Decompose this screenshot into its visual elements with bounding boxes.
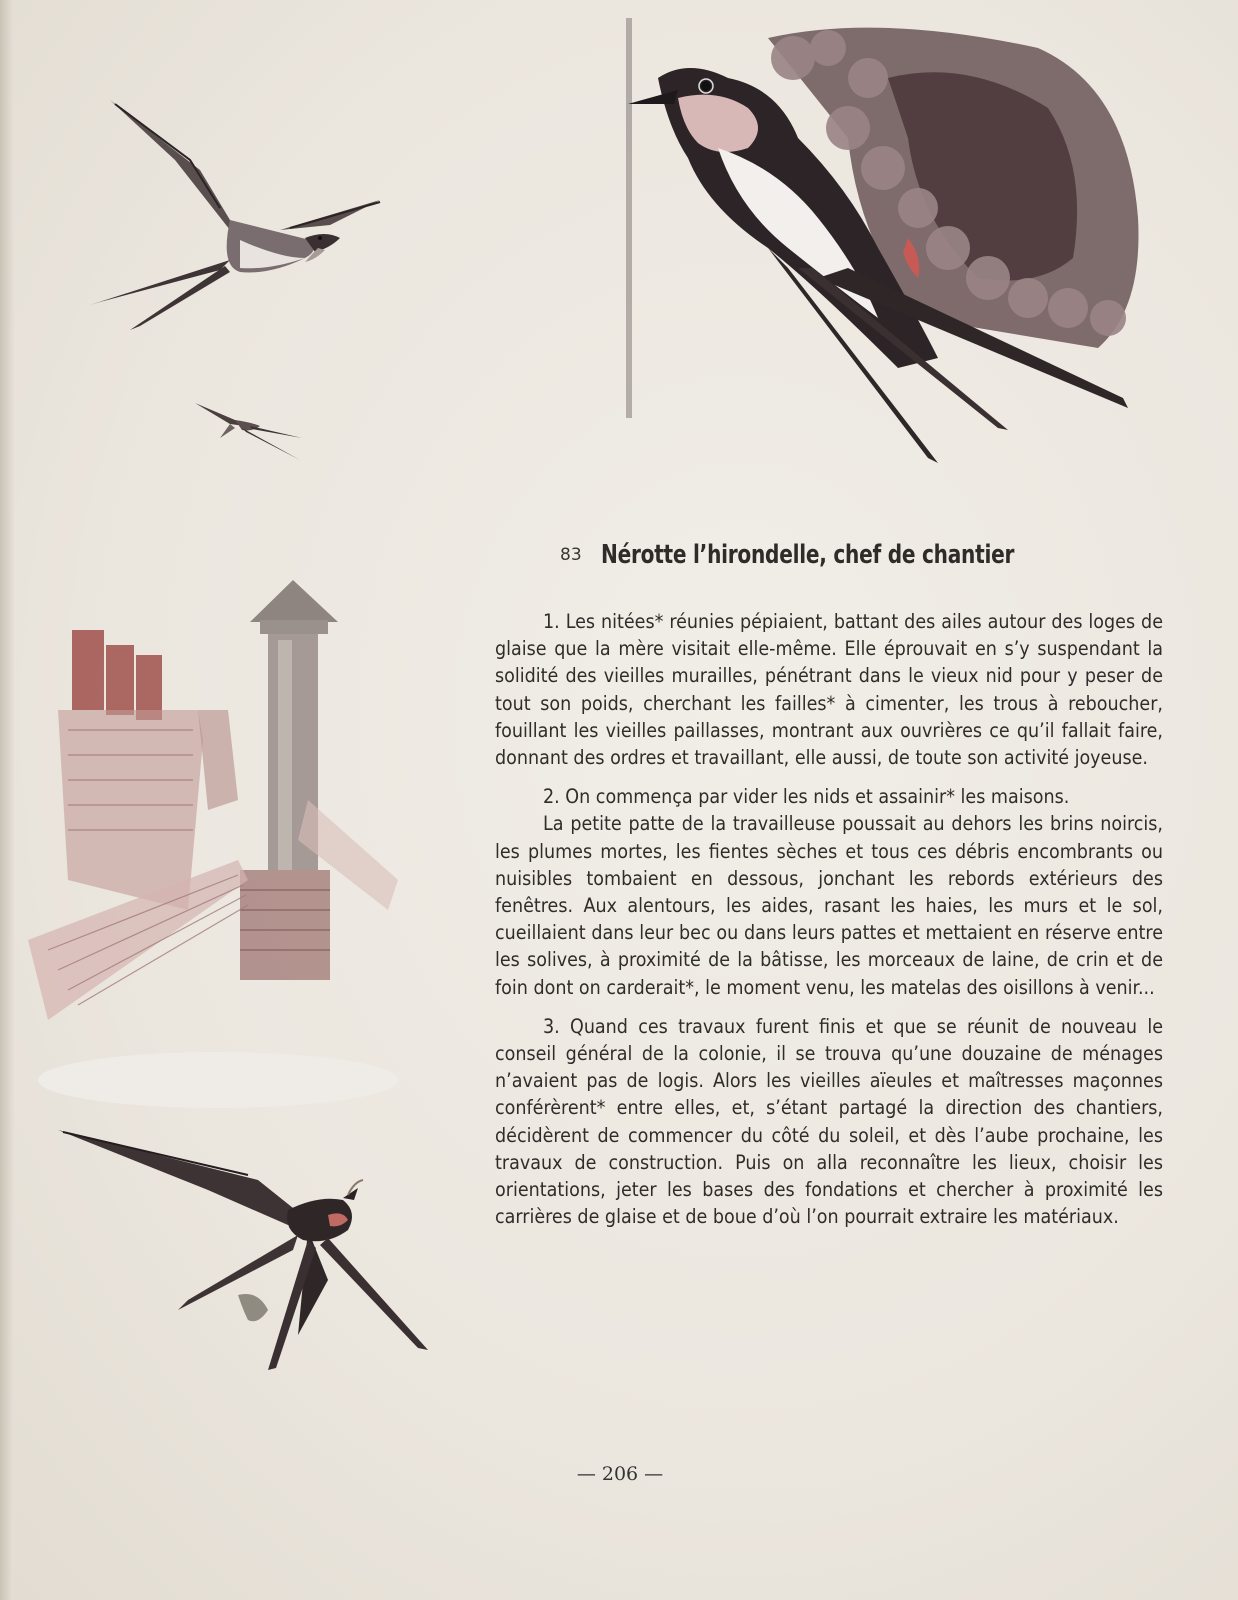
flying-swallow-illustration — [80, 90, 390, 340]
page-binding-edge — [0, 0, 14, 1600]
lesson-number: 83 — [560, 545, 582, 565]
lesson-body — [495, 608, 1163, 1230]
lesson-title: Nérotte l’hirondelle, chef de chantier — [600, 540, 1014, 570]
page-number: — 206 — — [576, 1463, 664, 1485]
swallow-at-nest-illustration — [618, 18, 1148, 498]
rooftop-chimneys-illustration — [28, 580, 408, 1110]
paragraph-2-continued: La petite patte de la travailleuse poussait au dehors les brins noircis, les plumes mortes, les fientes sèches et tous ces débris encombrants ou nuisibles tombaient en dessous, jonchant les rebords extérieurs des fenêtres. Aux alentours, les aides, rasant les haies, les murs et le sol, cueillaient dans leur bec ou dans leurs pattes et mettaient en réserve entre les solives, à proximité de la bâtisse, les morceaux de laine, de crin et de foin dont on carderait*, le moment venu, les matelas des oisillons à venir... — [495, 812, 1163, 999]
paragraph-2: 2. On commença par vider les nids et assainir* les maisons. — [543, 785, 1070, 809]
paragraph-3: 3. Quand ces travaux furent finis et que se réunit de nouveau le conseil général de la colonie, il se trouva qu’une douzaine de ménages n’avaient pas de logis. Alors les vieilles aïeules et maîtresses maçonnes conférèrent* entre elles, et, s’étant partagé la direction des chantiers, décidèrent de commencer du côté du soleil, et dès l’aube prochaine, les travaux de construction. Puis on alla reconnaître les lieux, choisir les orientations, jeter les bases des fondations et chercher à proximité les carrières de glaise et de boue d’où l’on pourrait extraire les matériaux. — [495, 1014, 1163, 1229]
lesson-heading — [560, 540, 1160, 580]
swallow-with-twig-illustration — [58, 1120, 438, 1390]
small-swallow-illustration — [190, 398, 310, 468]
paragraph-1: 1. Les nitées* réunies pépiaient, battant des ailes autour des loges de glaise que la mère visitait elle-même. Elle éprouvait en s’y suspendant la solidité des vieilles murailles, pénétrant dans le vieux nid pour y peser de tout son poids, cherchant les failles* à cimenter, les trous à reboucher, fouillant les vieilles paillasses, montrant aux ouvrières ce qu’il fallait faire, donnant des ordres et travaillant, elle aussi, de toute son activité joyeuse. — [495, 610, 1163, 770]
